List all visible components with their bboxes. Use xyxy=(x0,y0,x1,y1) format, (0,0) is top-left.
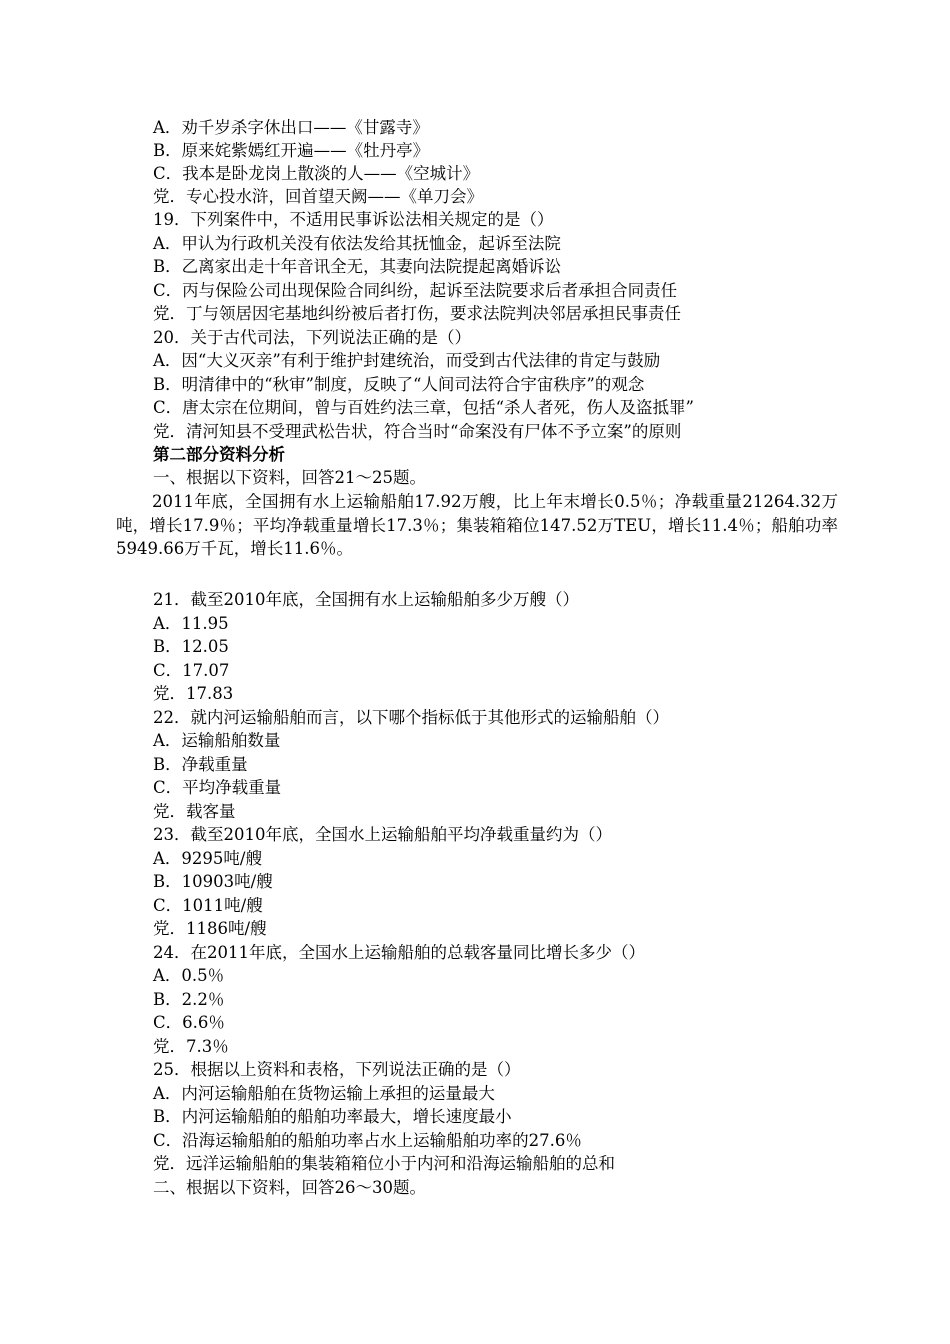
option-line: C．1011吨/艘 xyxy=(153,896,263,915)
option-line: A．9295吨/艘 xyxy=(153,849,262,868)
option-line: A．运输船舶数量 xyxy=(153,731,281,750)
option-line: B．10903吨/艘 xyxy=(153,872,273,891)
intro-line: 二、根据以下资料，回答26～30题。 xyxy=(153,1178,426,1197)
question-line: 22．就内河运输船舶而言，以下哪个指标低于其他形式的运输船舶（） xyxy=(153,708,669,727)
option-line: 党．7.3％ xyxy=(153,1037,229,1056)
option-line: B．明清律中的“秋审”制度，反映了“人间司法符合宇宙秩序”的观念 xyxy=(153,375,645,394)
question-line: 21．截至2010年底，全国拥有水上运输船舶多少万艘（） xyxy=(153,590,579,609)
text-line: B．原来姹紫嫣红开遍——《牡丹亭》 xyxy=(153,141,430,160)
option-line: B．净载重量 xyxy=(153,755,248,774)
option-line: B．乙离家出走十年音讯全无，其妻向法院提起离婚诉讼 xyxy=(153,257,562,276)
question-line: 25．根据以上资料和表格，下列说法正确的是（） xyxy=(153,1060,521,1079)
option-line: 党．远洋运输船舶的集装箱箱位小于内河和沿海运输船舶的总和 xyxy=(153,1154,615,1173)
data-paragraph: 2011年底，全国拥有水上运输船舶17.92万艘，比上年末增长0.5％；净载重量21264.32万吨，增长17.9％；平均净载重量增长17.3％；集装箱箱位147.52万TEU，增长11.4％；船舶功率5949.66万千瓦，增长11.6％。 xyxy=(116,492,838,558)
question-line: 24．在2011年底，全国水上运输船舶的总载客量同比增长多少（） xyxy=(153,943,645,962)
option-line: B．2.2％ xyxy=(153,990,225,1009)
question-line: 23．截至2010年底，全国水上运输船舶平均净载重量约为（） xyxy=(153,825,612,844)
option-line: A．内河运输船舶在货物运输上承担的运量最大 xyxy=(153,1084,495,1103)
intro-line: 一、根据以下资料，回答21～25题。 xyxy=(153,468,426,487)
question-line: 19．下列案件中，不适用民事诉讼法相关规定的是（） xyxy=(153,210,554,229)
option-line: C．丙与保险公司出现保险合同纠纷，起诉至法院要求后者承担合同责任 xyxy=(153,281,678,300)
option-line: A．甲认为行政机关没有依法发给其抚恤金，起诉至法院 xyxy=(153,234,561,253)
section-heading: 第二部分资料分析 xyxy=(153,445,285,464)
option-line: C．17.07 xyxy=(153,661,230,680)
text-line: A．劝千岁杀字休出口——《甘露寺》 xyxy=(153,118,429,137)
question-line: 20．关于古代司法，下列说法正确的是（） xyxy=(153,328,471,347)
option-line: 党．1186吨/艘 xyxy=(153,919,267,938)
option-line: 党．丁与领居因宅基地纠纷被后者打伤，要求法院判决邻居承担民事责任 xyxy=(153,304,681,323)
option-line: C．6.6％ xyxy=(153,1013,225,1032)
option-line: 党．载客量 xyxy=(153,802,236,821)
option-line: 党．17.83 xyxy=(153,684,234,703)
option-line: C．沿海运输船舶的船舶功率占水上运输船舶功率的27.6％ xyxy=(153,1131,582,1150)
option-line: B．内河运输船舶的船舶功率最大，增长速度最小 xyxy=(153,1107,512,1126)
text-line: C．我本是卧龙岗上散淡的人——《空城计》 xyxy=(153,164,480,183)
option-line: A．11.95 xyxy=(153,614,229,633)
option-line: B．12.05 xyxy=(153,637,229,656)
text-line: 党．专心投水浒，回首望天阙——《单刀会》 xyxy=(153,187,483,206)
option-line: A．因“大义灭亲”有利于维护封建统治，而受到古代法律的肯定与鼓励 xyxy=(153,351,661,370)
option-line: 党．清河知县不受理武松告状，符合当时“命案没有尸体不予立案”的原则 xyxy=(153,422,682,441)
option-line: C．平均净载重量 xyxy=(153,778,282,797)
option-line: C．唐太宗在位期间，曾与百姓约法三章，包括“杀人者死，伤人及盗抵罪” xyxy=(153,398,694,417)
option-line: A．0.5％ xyxy=(153,966,225,985)
